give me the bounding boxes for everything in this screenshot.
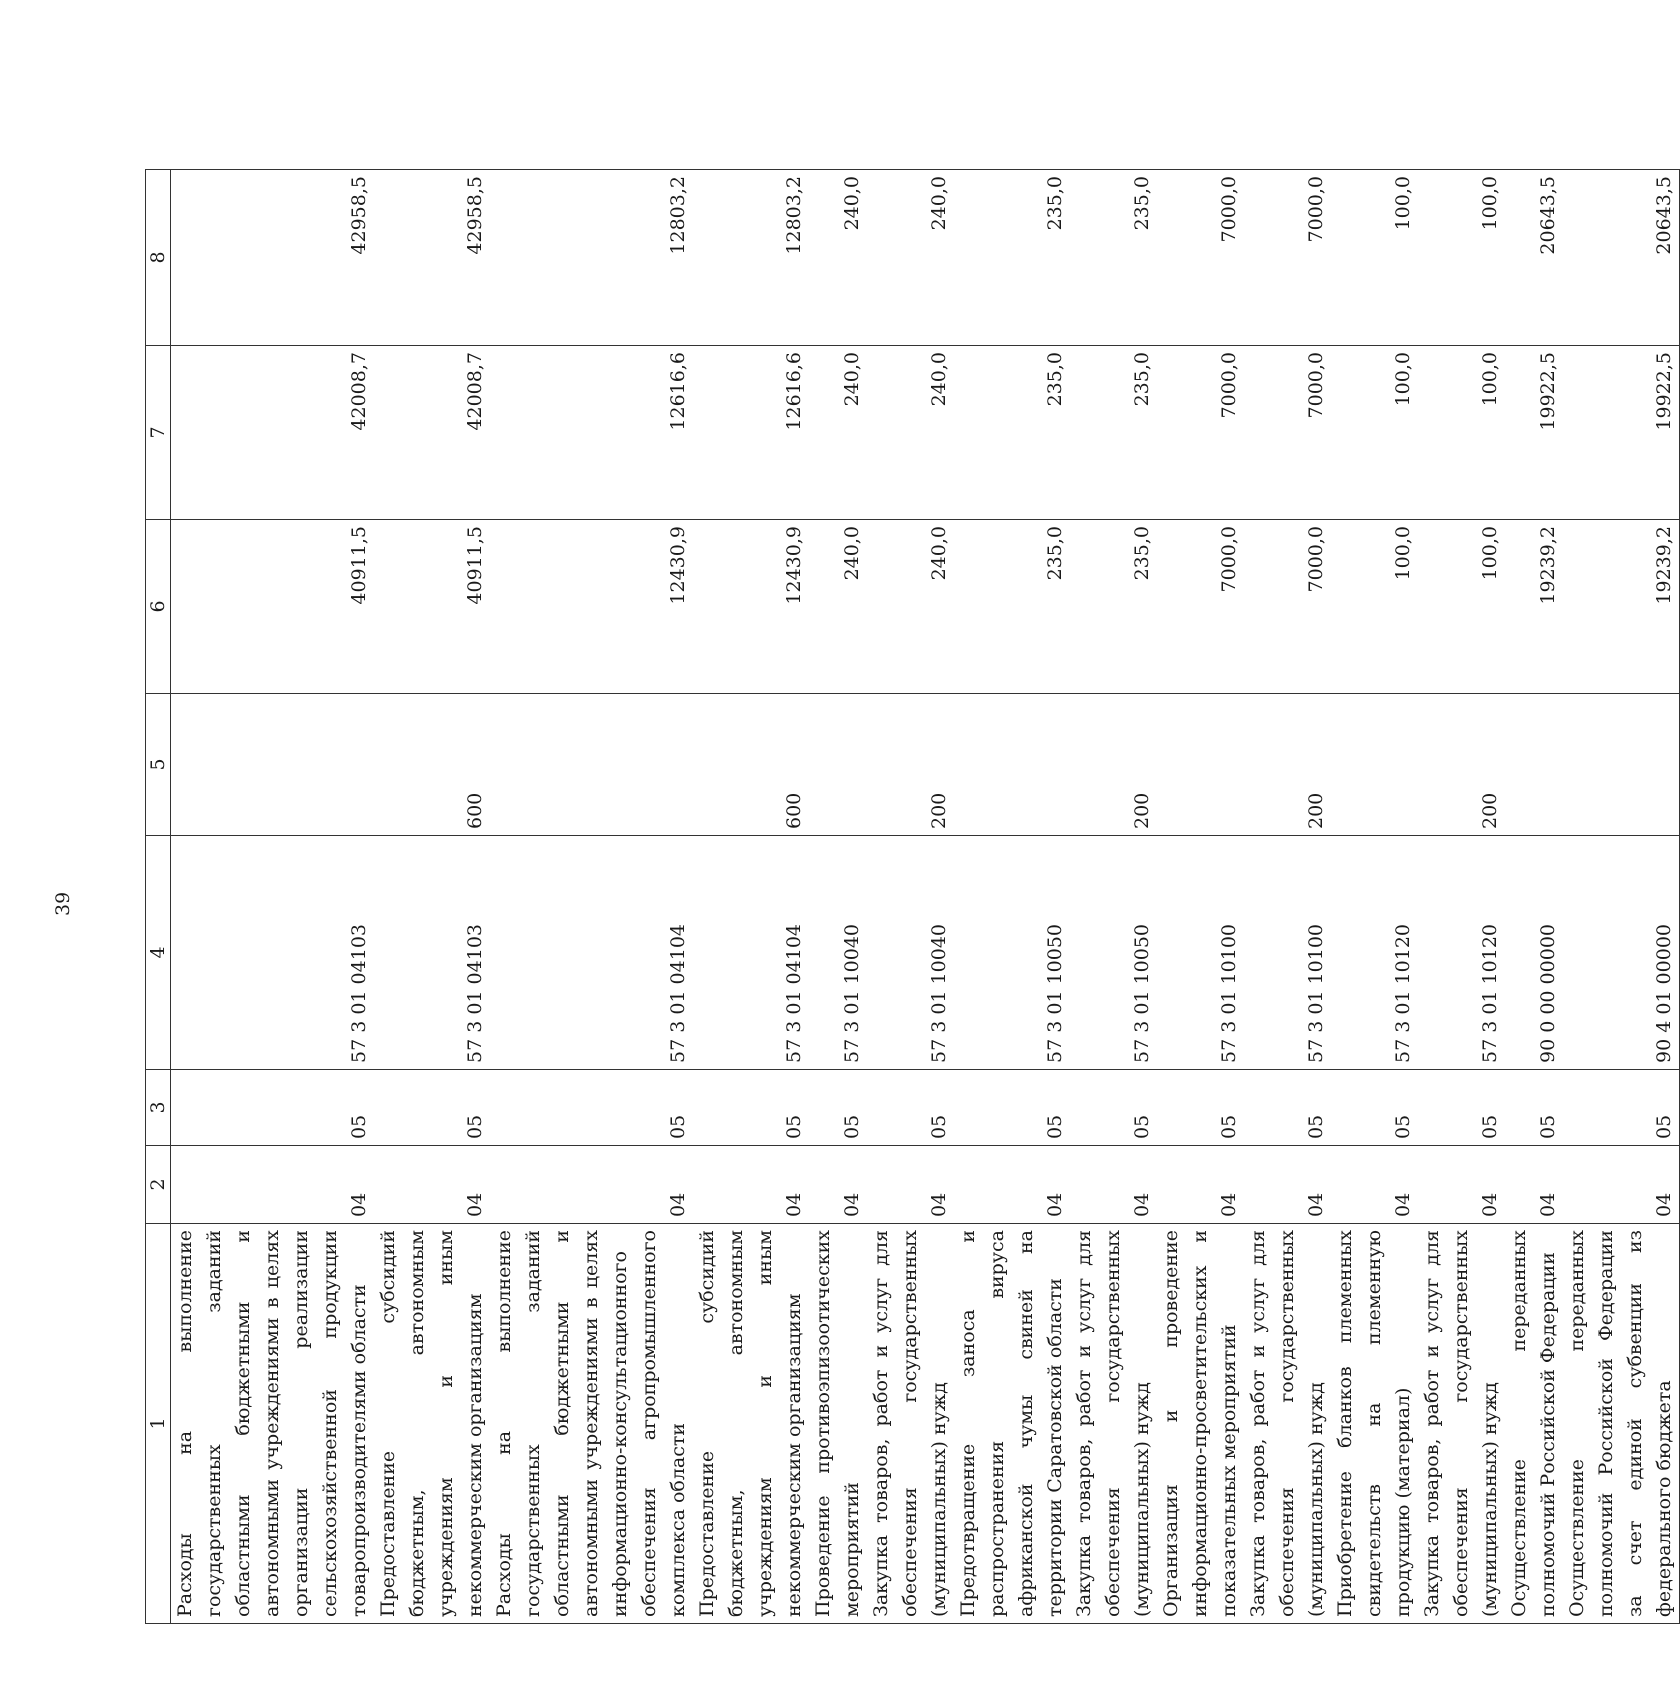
header-col-8: 8 xyxy=(146,170,171,346)
cell-target-article: 57 3 01 04103 xyxy=(374,836,490,1070)
cell-target-article: 57 3 01 04103 xyxy=(171,836,375,1070)
cell-amount-col8: 240,0 xyxy=(809,170,867,346)
cell-amount-col7: 42008,7 xyxy=(374,346,490,520)
cell-amount-col6: 240,0 xyxy=(809,520,867,694)
cell-description: Предоставление субсидий бюджетным, автономным учреждениям и иным некоммерческим организациям xyxy=(374,1224,490,1624)
cell-expense-type xyxy=(1505,694,1563,836)
cell-amount-col6: 235,0 xyxy=(1070,520,1157,694)
cell-description: Закупка товаров, работ и услуг для обеспечения государственных (муниципальных) нужд xyxy=(1070,1224,1157,1624)
cell-amount-col6: 240,0 xyxy=(867,520,954,694)
cell-description: Приобретение бланков племенных свидетельств на племенную продукцию (материал) xyxy=(1331,1224,1418,1624)
cell-amount-col8: 240,0 xyxy=(867,170,954,346)
cell-expense-type xyxy=(171,694,375,836)
cell-amount-col7: 12616,6 xyxy=(490,346,693,520)
cell-amount-col6: 100,0 xyxy=(1331,520,1418,694)
cell-expense-type xyxy=(1157,694,1244,836)
cell-section: 04 xyxy=(374,1146,490,1224)
table-row xyxy=(1505,170,1563,1624)
cell-section: 04 xyxy=(867,1146,954,1224)
cell-expense-type: 600 xyxy=(693,694,809,836)
cell-expense-type: 200 xyxy=(1070,694,1157,836)
cell-expense-type: 200 xyxy=(867,694,954,836)
page-number: 39 xyxy=(52,891,74,916)
cell-description: Закупка товаров, работ и услуг для обеспечения государственных (муниципальных) нужд xyxy=(1244,1224,1331,1624)
table-row xyxy=(867,170,954,1624)
header-col-3: 3 xyxy=(146,1070,171,1146)
cell-amount-col7: 7000,0 xyxy=(1157,346,1244,520)
cell-section: 04 xyxy=(1070,1146,1157,1224)
table-header-row xyxy=(146,170,171,1624)
cell-subsection: 05 xyxy=(1505,1070,1563,1146)
cell-description: Организация и проведение информационно-просветительских и показательных мероприятий xyxy=(1157,1224,1244,1624)
table-row xyxy=(171,170,375,1624)
header-col-4: 4 xyxy=(146,836,171,1070)
cell-target-article: 90 4 01 00000 xyxy=(1563,836,1680,1070)
cell-expense-type: 600 xyxy=(374,694,490,836)
cell-amount-col8: 20643,5 xyxy=(1563,170,1680,346)
cell-subsection: 05 xyxy=(1244,1070,1331,1146)
table-row xyxy=(1070,170,1157,1624)
budget-table xyxy=(145,169,1680,1624)
cell-amount-col7: 7000,0 xyxy=(1244,346,1331,520)
cell-amount-col8: 7000,0 xyxy=(1157,170,1244,346)
cell-description: Осуществление переданных полномочий Российской Федерации xyxy=(1505,1224,1563,1624)
table-row xyxy=(1244,170,1331,1624)
cell-amount-col6: 19239,2 xyxy=(1505,520,1563,694)
header-col-5: 5 xyxy=(146,694,171,836)
cell-subsection: 05 xyxy=(809,1070,867,1146)
cell-amount-col7: 240,0 xyxy=(809,346,867,520)
cell-subsection: 05 xyxy=(1157,1070,1244,1146)
cell-amount-col6: 12430,9 xyxy=(490,520,693,694)
cell-section: 04 xyxy=(1331,1146,1418,1224)
cell-amount-col8: 42958,5 xyxy=(171,170,375,346)
cell-amount-col8: 12803,2 xyxy=(693,170,809,346)
cell-section: 04 xyxy=(171,1146,375,1224)
cell-target-article: 57 3 01 10100 xyxy=(1244,836,1331,1070)
cell-amount-col8: 20643,5 xyxy=(1505,170,1563,346)
cell-subsection: 05 xyxy=(954,1070,1070,1146)
table-row xyxy=(374,170,490,1624)
cell-subsection: 05 xyxy=(171,1070,375,1146)
cell-expense-type: 200 xyxy=(1418,694,1505,836)
cell-amount-col8: 42958,5 xyxy=(374,170,490,346)
cell-description: Закупка товаров, работ и услуг для обеспечения государственных (муниципальных) нужд xyxy=(1418,1224,1505,1624)
cell-section: 04 xyxy=(1157,1146,1244,1224)
cell-expense-type xyxy=(809,694,867,836)
cell-subsection: 05 xyxy=(490,1070,693,1146)
cell-amount-col7: 235,0 xyxy=(954,346,1070,520)
table-row xyxy=(1331,170,1418,1624)
cell-target-article: 90 0 00 00000 xyxy=(1505,836,1563,1070)
cell-amount-col6: 100,0 xyxy=(1418,520,1505,694)
cell-amount-col7: 19922,5 xyxy=(1563,346,1680,520)
header-col-6: 6 xyxy=(146,520,171,694)
table-body xyxy=(171,170,1680,1624)
cell-amount-col8: 100,0 xyxy=(1418,170,1505,346)
cell-amount-col6: 19239,2 xyxy=(1563,520,1680,694)
cell-target-article: 57 3 01 10040 xyxy=(867,836,954,1070)
cell-target-article: 57 3 01 10050 xyxy=(1070,836,1157,1070)
table-row xyxy=(1418,170,1505,1624)
cell-target-article: 57 3 01 10100 xyxy=(1157,836,1244,1070)
cell-section: 04 xyxy=(809,1146,867,1224)
cell-target-article: 57 3 01 10040 xyxy=(809,836,867,1070)
cell-target-article: 57 3 01 10120 xyxy=(1331,836,1418,1070)
cell-amount-col6: 40911,5 xyxy=(171,520,375,694)
cell-amount-col6: 12430,9 xyxy=(693,520,809,694)
cell-expense-type xyxy=(490,694,693,836)
cell-amount-col7: 100,0 xyxy=(1418,346,1505,520)
header-col-1: 1 xyxy=(146,1224,171,1624)
header-col-7: 7 xyxy=(146,346,171,520)
cell-section: 04 xyxy=(954,1146,1070,1224)
cell-description: Проведение противоэпизоотических мероприятий xyxy=(809,1224,867,1624)
cell-amount-col6: 235,0 xyxy=(954,520,1070,694)
cell-amount-col7: 42008,7 xyxy=(171,346,375,520)
cell-amount-col7: 12616,6 xyxy=(693,346,809,520)
cell-subsection: 05 xyxy=(1331,1070,1418,1146)
cell-target-article: 57 3 01 04104 xyxy=(693,836,809,1070)
cell-amount-col7: 235,0 xyxy=(1070,346,1157,520)
cell-amount-col8: 12803,2 xyxy=(490,170,693,346)
cell-subsection: 05 xyxy=(1563,1070,1680,1146)
cell-section: 04 xyxy=(1563,1146,1680,1224)
cell-description: Осуществление переданных полномочий Российской Федерации за счет единой субвенции из федерального бюджета xyxy=(1563,1224,1680,1624)
cell-target-article: 57 3 01 04104 xyxy=(490,836,693,1070)
cell-amount-col7: 100,0 xyxy=(1331,346,1418,520)
cell-subsection: 05 xyxy=(693,1070,809,1146)
cell-section: 04 xyxy=(1244,1146,1331,1224)
cell-subsection: 05 xyxy=(867,1070,954,1146)
cell-amount-col7: 240,0 xyxy=(867,346,954,520)
cell-expense-type: 200 xyxy=(1244,694,1331,836)
cell-amount-col8: 7000,0 xyxy=(1244,170,1331,346)
cell-amount-col8: 235,0 xyxy=(1070,170,1157,346)
cell-amount-col8: 235,0 xyxy=(954,170,1070,346)
cell-section: 04 xyxy=(693,1146,809,1224)
table-row xyxy=(693,170,809,1624)
cell-description: Расходы на выполнение государственных заданий областными бюджетными и автономными учреждениями в целях организации реализации сельскохозяйственной продукции товаропроизводителями области xyxy=(171,1224,375,1624)
table-row xyxy=(809,170,867,1624)
cell-section: 04 xyxy=(490,1146,693,1224)
table-row xyxy=(1157,170,1244,1624)
cell-expense-type xyxy=(1331,694,1418,836)
table-row xyxy=(1563,170,1680,1624)
cell-expense-type xyxy=(1563,694,1680,836)
cell-subsection: 05 xyxy=(374,1070,490,1146)
cell-section: 04 xyxy=(1505,1146,1563,1224)
cell-description: Предоставление субсидий бюджетным, автономным учреждениям и иным некоммерческим организациям xyxy=(693,1224,809,1624)
table-row xyxy=(954,170,1070,1624)
cell-description: Закупка товаров, работ и услуг для обеспечения государственных (муниципальных) нужд xyxy=(867,1224,954,1624)
cell-amount-col8: 100,0 xyxy=(1331,170,1418,346)
cell-description: Расходы на выполнение государственных заданий областными бюджетными и автономными учреждениями в целях информационно-консультационного обеспечения агропромышленного комплекса области xyxy=(490,1224,693,1624)
header-col-2: 2 xyxy=(146,1146,171,1224)
cell-description: Предотвращение заноса и распространения вируса африканской чумы свиней на территории Саратовской области xyxy=(954,1224,1070,1624)
cell-amount-col6: 7000,0 xyxy=(1244,520,1331,694)
cell-target-article: 57 3 01 10050 xyxy=(954,836,1070,1070)
cell-amount-col6: 40911,5 xyxy=(374,520,490,694)
cell-subsection: 05 xyxy=(1418,1070,1505,1146)
cell-target-article: 57 3 01 10120 xyxy=(1418,836,1505,1070)
cell-section: 04 xyxy=(1418,1146,1505,1224)
cell-subsection: 05 xyxy=(1070,1070,1157,1146)
cell-expense-type xyxy=(954,694,1070,836)
cell-amount-col7: 19922,5 xyxy=(1505,346,1563,520)
cell-amount-col6: 7000,0 xyxy=(1157,520,1244,694)
table-row xyxy=(490,170,693,1624)
